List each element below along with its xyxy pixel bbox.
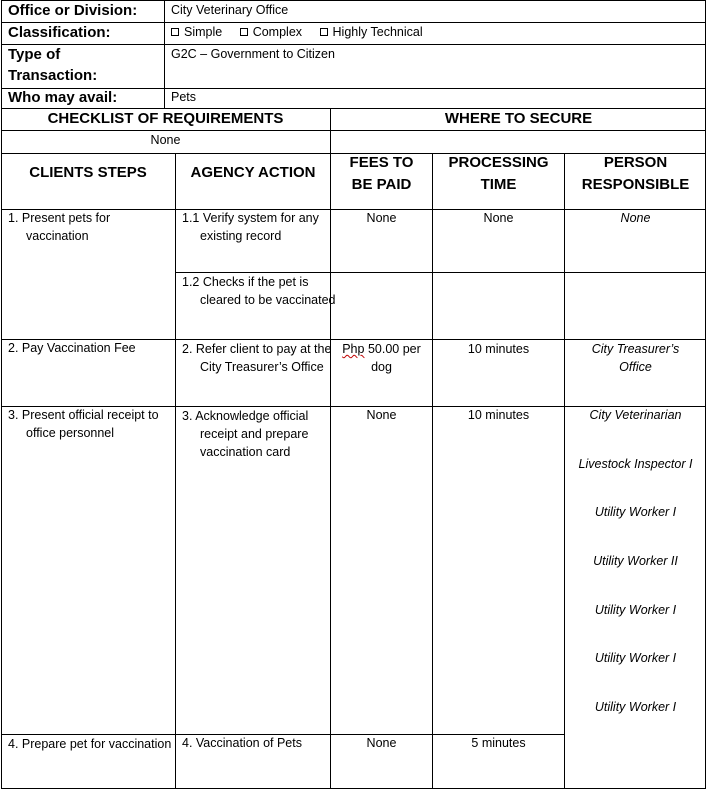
who-label: Who may avail: — [8, 89, 118, 106]
client-step-4: 4. Prepare pet for vaccination — [8, 737, 172, 751]
row-divider — [1, 44, 706, 45]
fee-3: None — [366, 408, 397, 422]
checkbox-icon — [171, 28, 179, 36]
person-responsible-3-2: Livestock Inspector I — [578, 457, 693, 471]
processing-time-3: 10 minutes — [467, 408, 530, 422]
column-header-processing-time — [433, 152, 564, 196]
column-divider — [432, 153, 433, 789]
column-header-fees-line1: FEES TO — [349, 154, 414, 171]
processing-time-4: 5 minutes — [471, 736, 526, 750]
header-column-divider — [164, 0, 165, 108]
column-header-agency-action: AGENCY ACTION — [190, 164, 316, 181]
agency-action-1-1: 1.1 Verify system for any existing record — [182, 211, 319, 243]
person-responsible-1-1: None — [620, 211, 651, 225]
where-to-secure-heading: WHERE TO SECURE — [444, 110, 593, 127]
client-step-1: 1. Present pets for vaccination — [8, 211, 111, 243]
column-header-person-responsible — [565, 152, 706, 196]
column-header-fees — [331, 152, 432, 196]
who-value: Pets — [171, 90, 197, 104]
client-step-2: 2. Pay Vaccination Fee — [8, 341, 136, 355]
processing-time-1-1: None — [483, 211, 514, 225]
column-header-processing-line2: TIME — [480, 176, 517, 193]
type-value: G2C – Government to Citizen — [171, 47, 335, 61]
classification-option-complex[interactable]: Complex — [240, 25, 302, 39]
fee-4: None — [366, 736, 397, 750]
classification-option-highly-technical[interactable]: Highly Technical — [320, 25, 423, 39]
column-header-processing-line1: PROCESSING — [448, 154, 549, 171]
person-responsible-3-5: Utility Worker I — [594, 603, 677, 617]
classification-options — [171, 23, 423, 41]
person-responsible-3-3: Utility Worker I — [594, 505, 677, 519]
client-step-3: 3. Present official receipt to office personnel — [8, 408, 159, 440]
classification-option-simple[interactable]: Simple — [171, 25, 222, 39]
checklist-heading: CHECKLIST OF REQUIREMENTS — [47, 110, 284, 127]
person-responsible-3-4: Utility Worker II — [593, 554, 678, 568]
column-divider — [175, 153, 176, 789]
fee-2 — [331, 340, 432, 376]
column-header-client-steps: CLIENTS STEPS — [29, 164, 147, 181]
type-label-line1: Type of — [8, 46, 61, 63]
checkbox-icon — [240, 28, 248, 36]
type-label-line2: Transaction: — [8, 67, 98, 84]
fee-2-currency: Php — [342, 342, 365, 356]
agency-action-1-2: 1.2 Checks if the pet is cleared to be vaccinated — [182, 275, 336, 307]
person-responsible-3-6: Utility Worker I — [594, 651, 677, 665]
agency-action-3: 3. Acknowledge official receipt and prepare vaccination card — [182, 409, 309, 459]
classification-label: Classification: — [8, 24, 111, 41]
person-responsible-2: City Treasurer’s Office — [591, 342, 680, 374]
agency-action-4: 4. Vaccination of Pets — [182, 736, 302, 750]
person-responsible-3-1: City Veterinarian — [589, 408, 682, 422]
processing-time-2: 10 minutes — [467, 342, 530, 356]
column-header-fees-line2: BE PAID — [351, 176, 412, 193]
checklist-value: None — [150, 133, 181, 147]
office-value: City Veterinary Office — [171, 3, 289, 17]
fee-1-1: None — [366, 211, 397, 225]
agency-action-2: 2. Refer client to pay at the City Treasurer’s Office — [182, 342, 332, 374]
column-header-person-line1: PERSON — [603, 154, 668, 171]
checkbox-icon — [320, 28, 328, 36]
office-label: Office or Division: — [8, 2, 138, 19]
column-divider — [330, 153, 331, 789]
person-responsible-3-7: Utility Worker I — [594, 700, 677, 714]
column-header-person-line2: RESPONSIBLE — [581, 176, 690, 193]
fee-2-amount: 50.00 per dog — [364, 342, 421, 374]
